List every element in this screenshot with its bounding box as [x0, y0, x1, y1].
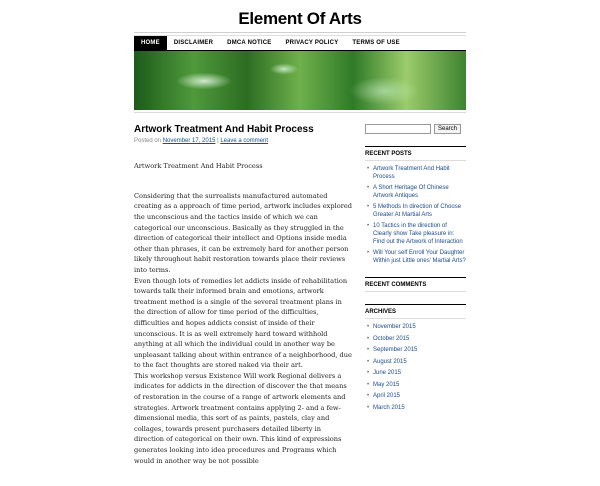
nav-privacy-policy[interactable]: PRIVACY POLICY: [285, 40, 339, 46]
archive-link[interactable]: • October 2015: [373, 335, 466, 343]
sidebar: [365, 118, 466, 415]
post-meta-separator: |: [217, 138, 219, 144]
nav-terms-of-use[interactable]: TERMS OF USE: [352, 40, 400, 46]
page-wrapper: [134, 0, 466, 465]
recent-post-link[interactable]: • Will Your self Enroll Your Daughter Within just Little ones' Martial Arts?: [373, 249, 466, 265]
recent-post-link[interactable]: • 5 Methods In direction of Choose Greater At Martial Arts: [373, 203, 466, 219]
recent-comments-title: RECENT COMMENTS: [365, 277, 466, 292]
recent-posts-widget: [365, 146, 466, 265]
post-title[interactable]: Artwork Treatment And Habit Process: [134, 124, 314, 135]
main-nav: [134, 35, 466, 51]
header-bottom-divider: [134, 112, 466, 113]
post-meta: [134, 138, 353, 144]
search-button[interactable]: Search: [434, 124, 461, 134]
archive-link[interactable]: • November 2015: [373, 323, 466, 331]
search-input[interactable]: [365, 124, 431, 134]
archive-link[interactable]: • May 2015: [373, 381, 466, 389]
archives-title: ARCHIVES: [365, 304, 466, 319]
post-body: [134, 150, 353, 486]
archive-link[interactable]: • September 2015: [373, 346, 466, 354]
header-image: [134, 51, 466, 110]
post-meta-prefix: Posted on: [134, 138, 162, 144]
main-content: [134, 118, 353, 486]
archive-link[interactable]: • April 2015: [373, 392, 466, 400]
site-title[interactable]: Element Of Arts: [238, 9, 362, 28]
recent-comments-widget: [365, 277, 466, 292]
recent-post-link[interactable]: • 10 Tactics in the direction of Clearly show Take pleasure in: Find out the Artwork of Interaction: [373, 222, 466, 246]
nav-home[interactable]: HOME: [134, 36, 167, 50]
archive-link[interactable]: • March 2015: [373, 404, 466, 412]
recent-posts-title: RECENT POSTS: [365, 146, 466, 161]
search-form: [365, 124, 466, 134]
recent-post-link[interactable]: • A Short Heritage Of Chinese Artwork Antiques: [373, 184, 466, 200]
post-paragraph: Considering that the surrealists manufactured automated creating as a approach of time period, artwork includes explored the unconscious and the tactics inside of which we can categorical our unconscious. Basically as they struggled in the direction of categorical their intellect and Options inside media other than phrases, it can be extremely hard for another person likely throughout habit restoration towards place their reviews into terms. Even though lots of remedies let addicts inside of rehabilitation towards talk their informed brain and emotions, artwork treatment method is a single of the several treatment plans in the direction of allow for time period of the difficulties, difficulties and hopes addicts consist of inside of their unconscious. It is as well extremely hard toward withhold anything at all which the individual could in another way be unpleasant talking about within entrance of a neighborhood, due to the fact thoughts are stored naked via their art. This workshop versus Existence Will work Regional delivers a indicates for addicts in the direction of discover the that means of restoration in the course of a range of artwork elements and strategies. Artwork treatment contains applying 2- and a few-dimensional media, this sort of as paints, pastels, clay and collages, towards present purchasers detailed liberty in direction of categorical on their own. This kind of expressions generates looking into idea procedures and Programs which would in another way be not possible: [134, 191, 352, 465]
post-date-link[interactable]: November 17, 2015: [162, 138, 216, 144]
post-subtitle: Artwork Treatment And Habit Process: [134, 161, 263, 170]
archive-link[interactable]: • June 2015: [373, 369, 466, 377]
header-divider: [134, 32, 466, 33]
recent-post-link[interactable]: • Artwork Treatment And Habit Process: [373, 165, 466, 181]
archive-link[interactable]: • August 2015: [373, 358, 466, 366]
archives-widget: [365, 304, 466, 412]
nav-dmca-notice[interactable]: DMCA NOTICE: [227, 40, 272, 46]
leave-comment-link[interactable]: Leave a comment: [220, 138, 269, 144]
nav-disclaimer[interactable]: DISCLAIMER: [173, 40, 214, 46]
